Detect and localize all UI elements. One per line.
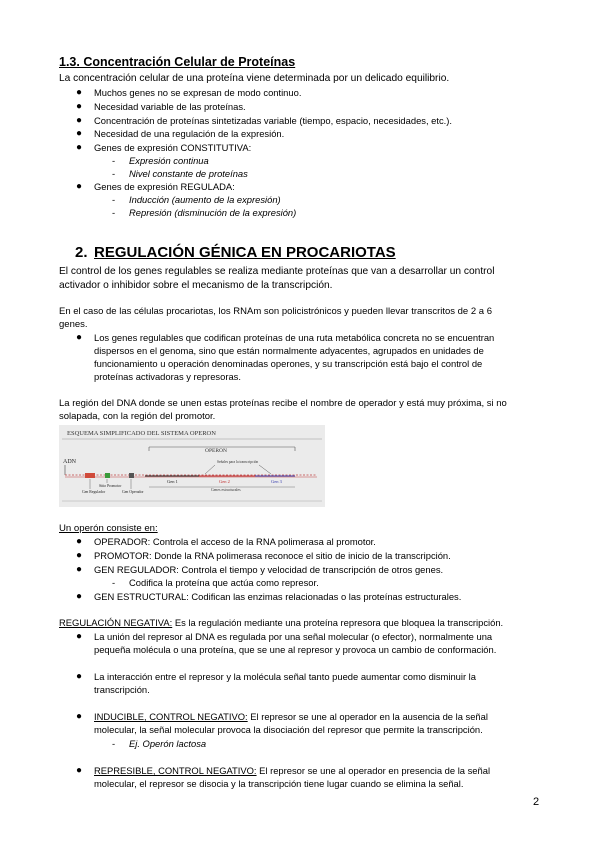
list-item-line: transcripción. xyxy=(94,684,150,695)
diagram-title: ESQUEMA SIMPLIFICADO DEL SISTEMA OPERON xyxy=(67,430,216,437)
bullet-icon: ● xyxy=(76,631,83,642)
operon-heading: Un operón consiste en: xyxy=(59,523,158,534)
list-item: ● Muchos genes no se expresan de modo continuo. xyxy=(76,87,302,98)
bullet-icon: ● xyxy=(76,142,83,153)
bullet-icon: ● xyxy=(76,332,83,343)
gene1-label: Gen 1 xyxy=(167,479,178,484)
list-item-line: molecular, el represor se disocia y la transcripción tiene lugar cuando se elimina la señal. xyxy=(94,778,464,789)
list-item: ● GEN ESTRUCTURAL: Codifican las enzimas relacionadas o las proteínas estructurales. xyxy=(76,591,462,602)
list-item: ● La unión del represor al DNA es regulada por una señal molecular (o efector), normalmente una xyxy=(76,631,493,642)
list-item: ● Genes de expresión REGULADA: xyxy=(76,181,235,192)
list-item: ● Necesidad de una regulación de la expresión. xyxy=(76,128,285,139)
sub-item: - Represión (disminución de la expresión) xyxy=(112,207,297,218)
gene3-label: Gen 3 xyxy=(271,479,282,484)
bullet-icon: ● xyxy=(76,536,83,547)
regulator-gene-mark xyxy=(85,473,95,478)
regulator-label: Gen Regulador xyxy=(82,490,106,494)
bullet-icon: ● xyxy=(76,550,83,561)
list-item-line: molecular, la señal molecular provoca la disociación del represor que permite la transcripción. xyxy=(94,724,483,735)
list-item: ● OPERADOR: Controla el acceso de la RNA polimerasa al promotor. xyxy=(76,536,376,547)
list-item: ● La interacción entre el represor y la molécula señal tanto puede aumentar como disminuir la xyxy=(76,671,476,682)
section-title: 1.3. Concentración Celular de Proteínas xyxy=(59,55,296,69)
list-item-line: dispersos en el genoma, sino que están normalmente adyacentes, agrupados en unidades de xyxy=(94,345,484,356)
diagram-background xyxy=(59,425,325,507)
sub-item: - Nivel constante de proteínas xyxy=(112,168,248,179)
sub-item: - Inducción (aumento de la expresión) xyxy=(112,194,281,205)
bullet-icon: ● xyxy=(76,765,83,776)
page-number: 2 xyxy=(533,796,540,808)
gene2-label: Gen 2 xyxy=(219,479,230,484)
dna-label: ADN xyxy=(63,459,76,465)
sub-item: - Ej. Operón lactosa xyxy=(112,738,207,749)
sub-item: - Expresión continua xyxy=(112,155,209,166)
list-item: ● PROMOTOR: Donde la RNA polimerasa reconoce el sitio de inicio de la transcripción. xyxy=(76,550,451,561)
bullet-icon: ● xyxy=(76,564,83,575)
list-item-line: funcionamiento u operación denominadas operones, y su transcripción está bajo el control de xyxy=(94,358,483,369)
negative-regulation-paragraph: REGULACIÓN NEGATIVA: Es la regulación mediante una proteína represora que bloquea la transcripción. xyxy=(59,617,504,628)
paragraph-line: solapada, con la región del promotor. xyxy=(59,411,216,422)
operon-diagram xyxy=(59,425,325,507)
list-item-line: pequeña molécula o una proteína, que se une al represor y provoca un cambio de conformación. xyxy=(94,644,497,655)
paragraph-line: activador o inhibidor sobre el mecanismo de la transcripción. xyxy=(59,280,333,291)
structural-genes-label: Genes estructurales xyxy=(211,488,241,492)
bullet-icon: ● xyxy=(76,711,83,722)
operon-label: OPERON xyxy=(205,448,228,454)
list-item: ● GEN REGULADOR: Controla el tiempo y velocidad de transcripción de otros genes. xyxy=(76,564,444,575)
bullet-icon: ● xyxy=(76,591,83,602)
bullet-icon: ● xyxy=(76,671,83,682)
intro-paragraph: La concentración celular de una proteína viene determinada por un delicado equilibrio. xyxy=(59,73,450,84)
bullet-icon: ● xyxy=(76,101,83,112)
promoter-mark xyxy=(105,473,110,478)
list-item: ● INDUCIBLE, CONTROL NEGATIVO: El represor se une al operador en la ausencia de la señal xyxy=(76,711,488,722)
sub-item: - Codifica la proteína que actúa como represor. xyxy=(112,577,319,588)
list-item: ● Necesidad variable de las proteínas. xyxy=(76,101,246,112)
bullet-icon: ● xyxy=(76,115,83,126)
operator-mark xyxy=(129,473,134,478)
paragraph-line: En el caso de las células procariotas, los RNAm son policistrónicos y pueden llevar transcritos de 2 a 6 xyxy=(59,306,492,317)
list-item-line: proteínas activadoras y represoras. xyxy=(94,371,241,382)
paragraph-line: genes. xyxy=(59,319,88,330)
list-item: ● Los genes regulables que codifican proteínas de una ruta metabólica concreta no se encuentran xyxy=(76,332,495,343)
binding-label: Señales para la transcripción xyxy=(217,460,259,464)
list-item: ● REPRESIBLE, CONTROL NEGATIVO: El represor se une al operador en presencia de la señal xyxy=(76,765,491,776)
operator-label: Gen Operador xyxy=(122,490,144,494)
bullet-icon: ● xyxy=(76,181,83,192)
list-item: ● Concentración de proteínas sintetizadas variable (tiempo, espacio, necesidades, etc.). xyxy=(76,115,453,126)
promoter-label: Sitio Promotor xyxy=(99,484,122,488)
bullet-icon: ● xyxy=(76,128,83,139)
section-heading: 2. REGULACIÓN GÉNICA EN PROCARIOTAS xyxy=(75,244,396,261)
paragraph-line: La región del DNA donde se unen estas proteínas recibe el nombre de operador y está muy próxima, si no xyxy=(59,398,507,409)
paragraph-line: El control de los genes regulables se realiza mediante proteínas que van a desarrollar un control xyxy=(59,266,495,277)
bullet-icon: ● xyxy=(76,87,83,98)
list-item: ● Genes de expresión CONSTITUTIVA: xyxy=(76,142,252,153)
